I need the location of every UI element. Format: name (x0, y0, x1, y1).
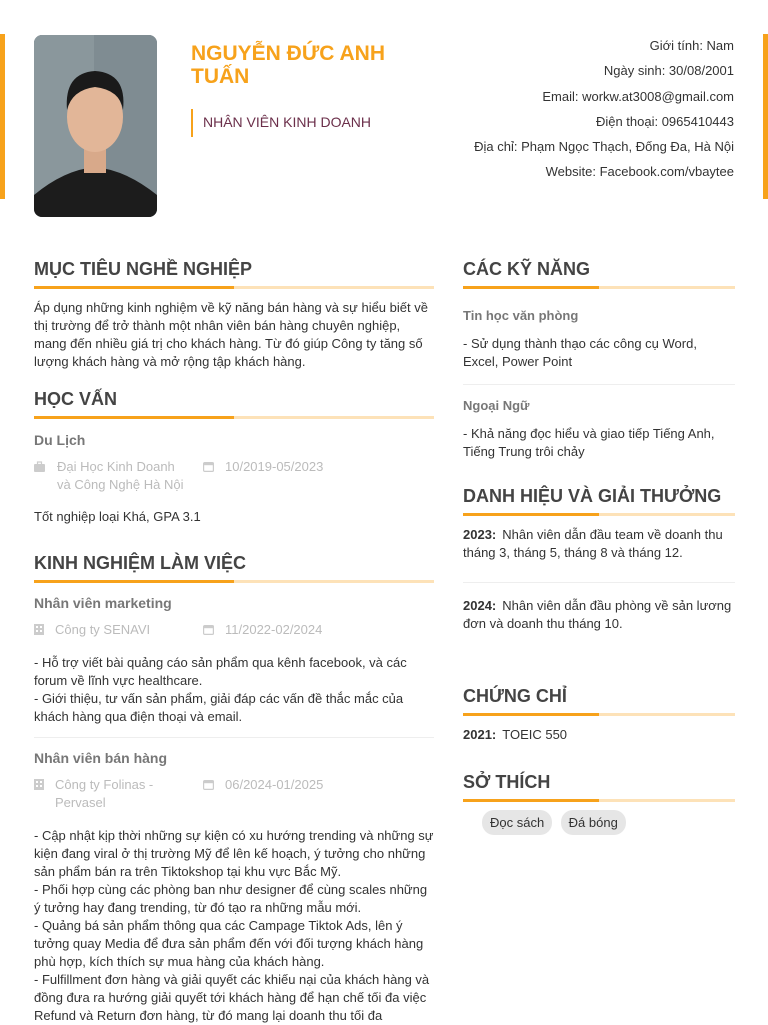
education-period: 10/2019-05/2023 (225, 459, 324, 474)
contact-info (474, 33, 734, 185)
hobby-tag: Đá bóng (561, 810, 626, 835)
section-underline (34, 580, 434, 583)
job-bullet: - Giới thiệu, tư vấn sản phẩm, giải đáp các vấn đề thắc mắc của khách hàng qua điện thoại và email. (34, 691, 404, 724)
certificate-item (463, 726, 735, 744)
job-bullet: - Hỗ trợ viết bài quảng cáo sản phẩm qua kênh facebook, và các forum về lĩnh vực healthcare. (34, 655, 407, 688)
award-text: Nhân viên dẫn đầu phòng về sản lương đơn và doanh thu tháng 10. (463, 598, 732, 631)
building-icon (34, 624, 44, 635)
skill-description: - Sử dụng thành thạo các công cụ Word, Excel, Power Point (463, 336, 697, 369)
section-underline (463, 713, 735, 716)
job-period: 06/2024-01/2025 (225, 777, 324, 792)
left-accent-bar (0, 34, 5, 199)
section-underline (34, 286, 434, 289)
job-bullet: - Cập nhật kịp thời những sự kiện có xu hướng trending và những sự kiện đang viral ở thị trường Mỹ để lên kế hoạch, ý tưởng cho những sản phẩm bán ra trên Tiktokshop tại khu vực Bắc Mỹ. (34, 828, 434, 879)
job-meta (34, 621, 434, 639)
award-divider (463, 582, 735, 583)
skill-description: - Khả năng đọc hiểu và giao tiếp Tiếng Anh, Tiếng Trung trôi chảy (463, 426, 715, 459)
section-title: MỤC TIÊU NGHỀ NGHIỆP (34, 259, 253, 279)
section-title: KINH NGHIỆM LÀM VIỆC (34, 553, 247, 573)
calendar-icon (203, 461, 214, 472)
job-company-line1: Công ty Folinas - (55, 777, 154, 792)
certificate-text: TOEIC 550 (502, 727, 568, 742)
hobby-list (463, 810, 735, 835)
section-title: CHỨNG CHỈ (463, 686, 567, 706)
job-position: Nhân viên marketing (34, 595, 172, 611)
education-major: Du Lịch (34, 432, 86, 448)
job-item (34, 595, 434, 726)
section-title: DANH HIỆU VÀ GIẢI THƯỞNG (463, 486, 722, 506)
job-description (34, 827, 434, 1025)
school-name-line1: Đại Học Kinh Doanh (57, 459, 175, 474)
certificates-section (463, 685, 735, 744)
building-icon (34, 779, 44, 790)
award-year: 2023: (463, 527, 497, 542)
job-company-line1: Công ty SENAVI (55, 622, 151, 637)
job-bullet: - Phối hợp cùng các phòng ban như designer để cùng scales những ý tưởng hay đang trending, từ đó tạo ra những mẫu mới. (34, 882, 428, 915)
section-title: SỞ THÍCH (463, 772, 551, 792)
section-underline (463, 799, 735, 802)
skill-divider (463, 384, 735, 385)
award-item (463, 526, 735, 562)
section-underline (34, 416, 434, 419)
skill-name: Ngoại Ngữ (463, 398, 530, 413)
contact-phone[interactable]: Điện thoại: 0965410443 (595, 113, 734, 129)
job-item (34, 750, 434, 1025)
objective-section (34, 258, 434, 371)
job-company-line2: Pervasel (55, 795, 106, 810)
calendar-icon (203, 779, 214, 790)
award-year: 2024: (463, 598, 497, 613)
person-portrait-icon (34, 35, 157, 217)
briefcase-icon (34, 461, 45, 472)
skill-name: Tin học văn phòng (463, 308, 579, 323)
candidate-role: NHÂN VIÊN KINH DOANH (191, 109, 371, 137)
section-title: CÁC KỸ NĂNG (463, 259, 591, 279)
job-divider (34, 737, 434, 738)
school-name-line2: và Công Nghệ Hà Nội (57, 477, 184, 492)
award-text: Nhân viên dẫn đầu team về doanh thu tháng 3, tháng 5, tháng 8 và tháng 12. (463, 527, 723, 560)
right-accent-bar (763, 34, 768, 199)
contact-address: Địa chỉ: Phạm Ngọc Thạch, Đống Đa, Hà Nội (474, 139, 734, 155)
job-description (34, 654, 434, 726)
objective-text: Áp dụng những kinh nghiệm về kỹ năng bán hàng và sự hiểu biết về thị trường để trở thành một nhân viên bán hàng chuyên nghiệp, mang đến nhiều giá trị cho khách hàng. Từ đó giúp Công ty tăng số lượng khách hàng và mở rộng tập khách hàng. (34, 300, 428, 369)
education-note: Tốt nghiệp loại Khá, GPA 3.1 (34, 509, 201, 524)
job-period: 11/2022-02/2024 (225, 622, 323, 637)
hobby-tag: Đọc sách (482, 810, 552, 835)
contact-website[interactable]: Website: Facebook.com/vbaytee (545, 164, 734, 180)
hobbies-section (463, 771, 735, 835)
skills-section (463, 258, 735, 461)
award-item (463, 597, 735, 633)
contact-email[interactable]: Email: workw.at3008@gmail.com (542, 88, 734, 104)
section-underline (463, 286, 735, 289)
experience-section (34, 552, 434, 1025)
education-section (34, 388, 434, 526)
section-title: HỌC VẤN (34, 389, 118, 409)
contact-birthday: Ngày sinh: 30/08/2001 (603, 63, 734, 79)
profile-photo (34, 35, 157, 217)
education-meta (34, 458, 434, 494)
certificate-year: 2021: (463, 727, 497, 742)
contact-gender: Giới tính: Nam (649, 38, 734, 53)
calendar-icon (203, 624, 214, 635)
job-bullet: - Quảng bá sản phẩm thông qua các Campage Tiktok Ads, lên ý tưởng quay Media để đưa sản phẩm đến với đối tượng khách hàng phù hợp, kích thích sự mua hàng của khách hàng. (34, 918, 424, 969)
job-meta (34, 776, 434, 812)
awards-section (463, 485, 735, 633)
candidate-name: NGUYỄN ĐỨC ANH TUẤN (191, 42, 385, 88)
job-position: Nhân viên bán hàng (34, 750, 168, 766)
section-underline (463, 513, 735, 516)
job-bullet: - Fulfillment đơn hàng và giải quyết các khiếu nại của khách hàng và đồng đưa ra hướng giải quyết tới khách hàng để hạn chế tối đa việc Refund và Return đơn hàng, từ đó mang lại doanh thu tối đa (34, 972, 430, 1023)
